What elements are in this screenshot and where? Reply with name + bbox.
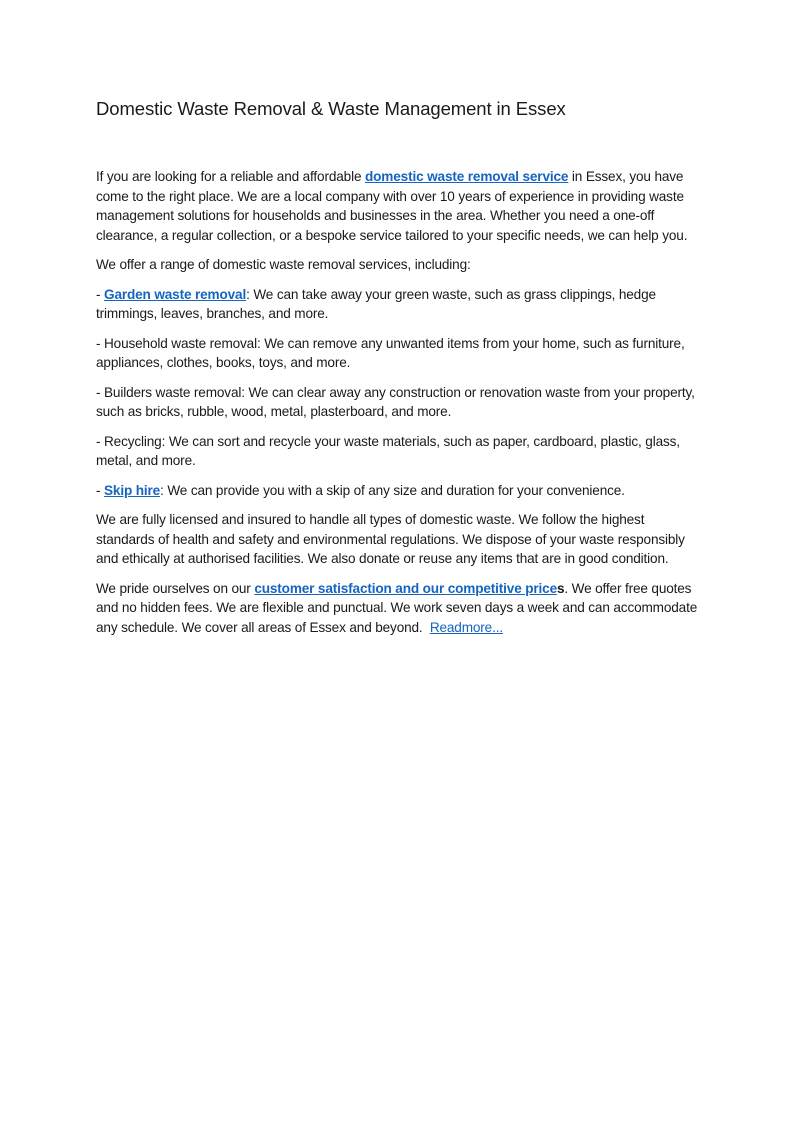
builders-service-item: - Builders waste removal: We can clear away any construction or renovation waste from your property, such as bricks, rubble, wood, metal, plasterboard, and more. [96, 384, 695, 419]
pride-text-after: . We offer free quotes and no hidden fees. We are flexible and punctual. We work seven days a week and can accommodate any schedule. We cover all areas of Essex and beyond. [96, 580, 701, 635]
intro-text-before: If you are looking for a reliable and affordable [96, 169, 365, 184]
intro-paragraph [96, 167, 700, 245]
skip-service-item [96, 481, 700, 501]
garden-service-text: : We can take away your green waste, such as grass clippings, hedge trimmings, leaves, branches, and more. [96, 286, 656, 321]
pride-paragraph [96, 579, 700, 638]
skip-hire-link[interactable]: Skip hire [104, 482, 161, 498]
document-body [96, 96, 700, 647]
garden-dash: - [96, 286, 105, 302]
intro-text-after: in Essex, you have come to the right place. We are a local company with over 10 years of experience in providing waste management solutions for households and businesses in the area. Whether you need a one-off clearance, a regular collection, or a bespoke service tailored to your specific needs, we can help you. [96, 169, 688, 243]
readmore-link[interactable]: Readmore... [429, 619, 503, 635]
garden-waste-removal-link[interactable]: Garden waste removal [104, 286, 247, 302]
customer-satisfaction-link[interactable]: customer satisfaction and our competitive price [254, 580, 557, 596]
licensed-paragraph: We are fully licensed and insured to handle all types of domestic waste. We follow the highest standards of health and safety and environmental regulations. We dispose of your waste responsibly and ethically at authorised facilities. We also donate or reuse any items that are in good condition. [96, 512, 685, 566]
household-service-item: - Household waste removal: We can remove any unwanted items from your home, such as furniture, appliances, clothes, books, toys, and more. [96, 335, 685, 370]
pride-text-before: We pride ourselves on our [96, 580, 255, 596]
services-intro-paragraph: We offer a range of domestic waste removal services, including: [96, 257, 471, 272]
recycling-service-item: - Recycling: We can sort and recycle your waste materials, such as paper, cardboard, plastic, glass, metal, and more. [96, 433, 680, 468]
page-title: Domestic Waste Removal & Waste Management in Essex [96, 98, 566, 119]
skip-service-text: : We can provide you with a skip of any size and duration for your convenience. [160, 482, 625, 498]
domestic-waste-removal-link[interactable]: domestic waste removal service [365, 169, 569, 184]
skip-dash: - [96, 482, 105, 498]
garden-service-item [96, 285, 700, 324]
pride-suffix: s [556, 580, 565, 596]
